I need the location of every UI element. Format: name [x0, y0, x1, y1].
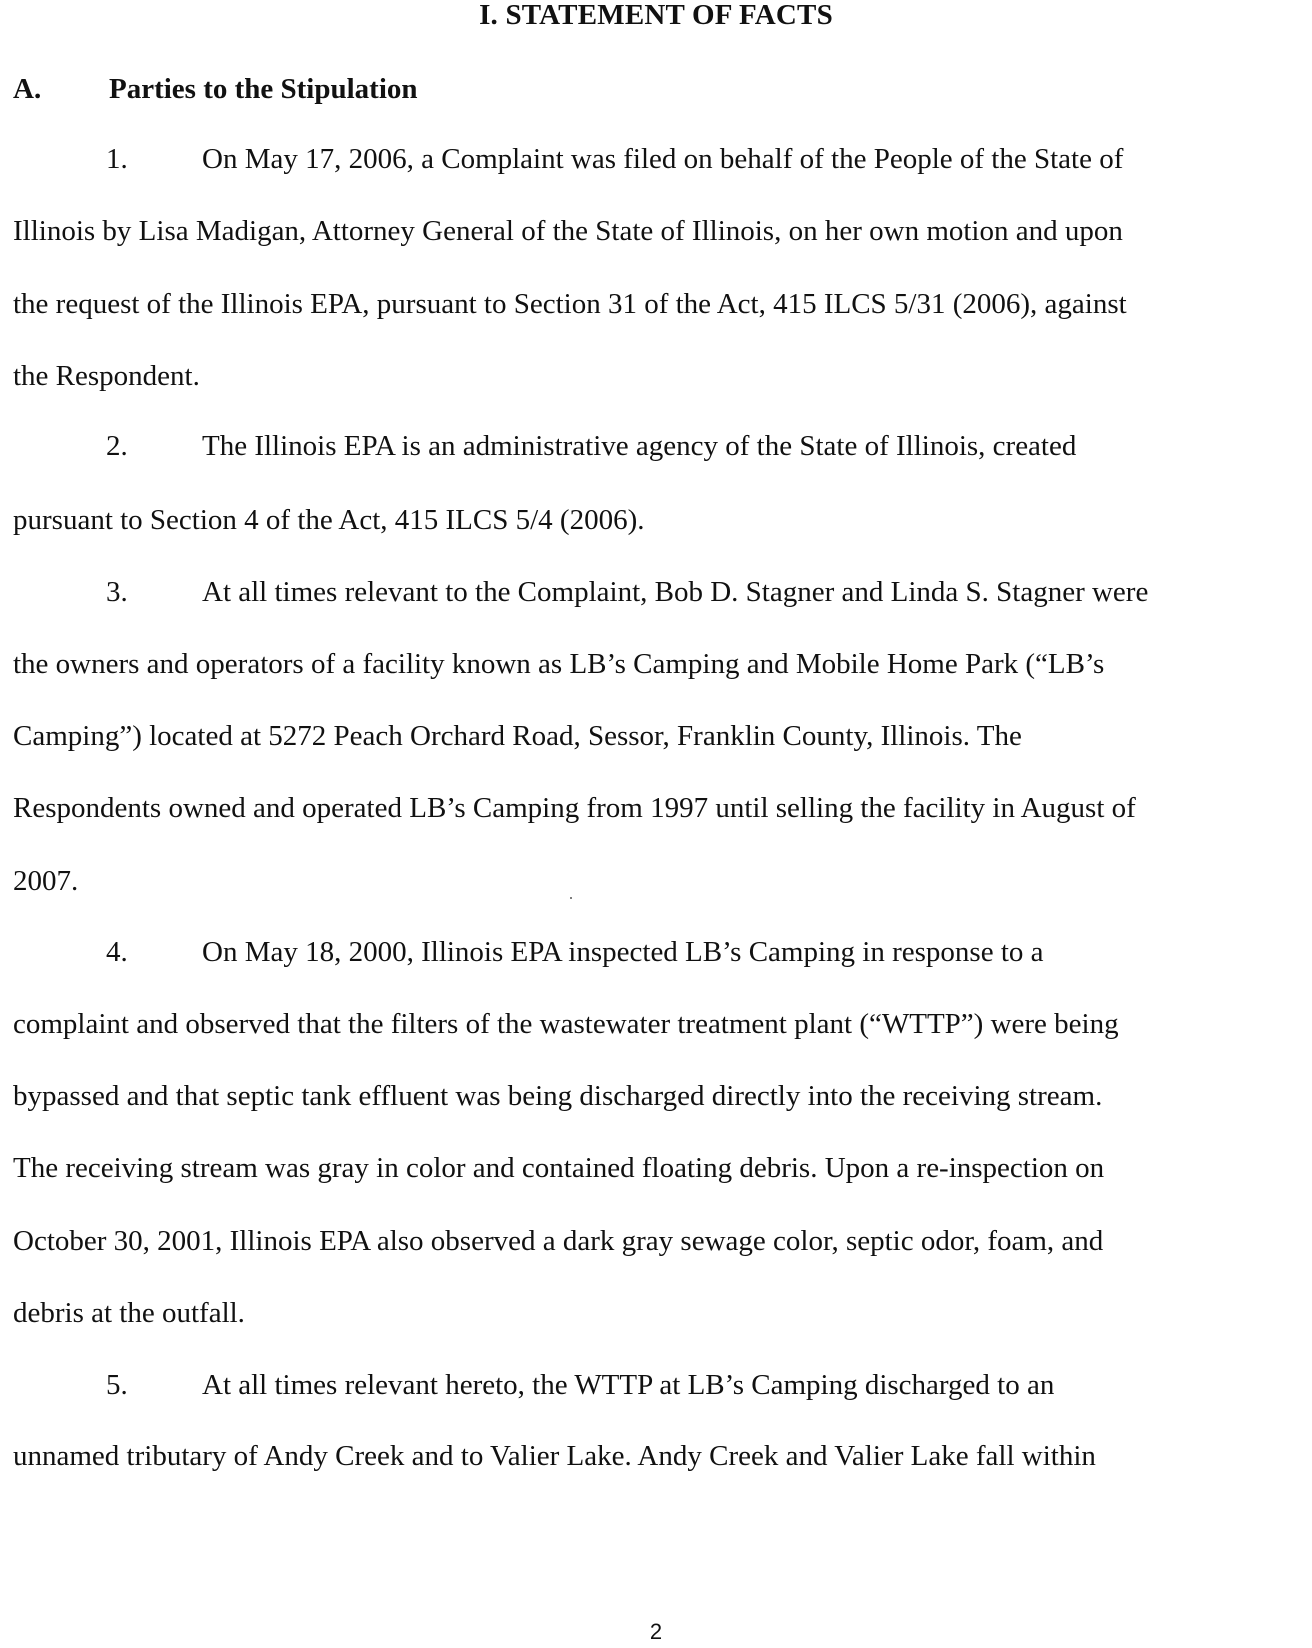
- paragraph-4-line-4: The receiving stream was gray in color and contained floating debris. Upon a re-inspection on: [13, 1152, 1105, 1184]
- paragraph-1-line-4: the Respondent.: [13, 360, 200, 392]
- paragraph-4-line-1: [13, 935, 1044, 969]
- paragraph-5-line-1: [13, 1368, 1054, 1402]
- paragraph-text: On May 18, 2000, Illinois EPA inspected LB’s Camping in response to a: [202, 936, 1044, 968]
- paragraph-3-line-1: [13, 575, 1148, 609]
- page-number: 2: [649, 1619, 663, 1644]
- paragraph-2-line-2: pursuant to Section 4 of the Act, 415 ILCS 5/4 (2006).: [13, 504, 645, 536]
- scan-speck: [570, 897, 572, 899]
- paragraph-3-line-5: 2007.: [13, 865, 79, 897]
- paragraph-1-line-3: the request of the Illinois EPA, pursuant to Section 31 of the Act, 415 ILCS 5/31 (2006), against: [13, 288, 1127, 320]
- paragraph-1-line-2: Illinois by Lisa Madigan, Attorney General of the State of Illinois, on her own motion and upon: [13, 215, 1123, 247]
- paragraph-2-line-1: [13, 429, 1076, 463]
- page-title: I. STATEMENT OF FACTS: [479, 0, 833, 31]
- paragraph-text: At all times relevant to the Complaint, Bob D. Stagner and Linda S. Stagner were: [202, 576, 1149, 608]
- paragraph-1-line-1: [13, 142, 1123, 176]
- paragraph-4-line-5: October 30, 2001, Illinois EPA also observed a dark gray sewage color, septic odor, foam, and: [13, 1225, 1104, 1257]
- section-heading: [13, 72, 418, 106]
- paragraph-text: The Illinois EPA is an administrative agency of the State of Illinois, created: [202, 430, 1077, 462]
- section-title: Parties to the Stipulation: [109, 73, 418, 105]
- paragraph-text: On May 17, 2006, a Complaint was filed on behalf of the People of the State of: [202, 143, 1124, 175]
- section-letter: A.: [13, 73, 42, 105]
- paragraph-3-line-2: the owners and operators of a facility known as LB’s Camping and Mobile Home Park (“LB’s: [13, 648, 1105, 680]
- paragraph-text: At all times relevant hereto, the WTTP at LB’s Camping discharged to an: [202, 1369, 1055, 1401]
- paragraph-4-line-6: debris at the outfall.: [13, 1297, 245, 1329]
- paragraph-2-number: 2.: [106, 430, 128, 462]
- paragraph-1-number: 1.: [106, 143, 128, 175]
- paragraph-5-number: 5.: [106, 1369, 128, 1401]
- paragraph-4-line-2: complaint and observed that the filters of the wastewater treatment plant (“WTTP”) were being: [13, 1008, 1119, 1040]
- paragraph-3-line-4: Respondents owned and operated LB’s Camping from 1997 until selling the facility in August of: [13, 792, 1136, 824]
- paragraph-3-number: 3.: [106, 576, 128, 608]
- paragraph-3-line-3: Camping”) located at 5272 Peach Orchard Road, Sessor, Franklin County, Illinois. The: [13, 720, 1022, 752]
- paragraph-5-line-2: unnamed tributary of Andy Creek and to Valier Lake. Andy Creek and Valier Lake fall within: [13, 1440, 1096, 1472]
- paragraph-4-line-3: bypassed and that septic tank effluent was being discharged directly into the receiving stream.: [13, 1080, 1103, 1112]
- paragraph-4-number: 4.: [106, 936, 128, 968]
